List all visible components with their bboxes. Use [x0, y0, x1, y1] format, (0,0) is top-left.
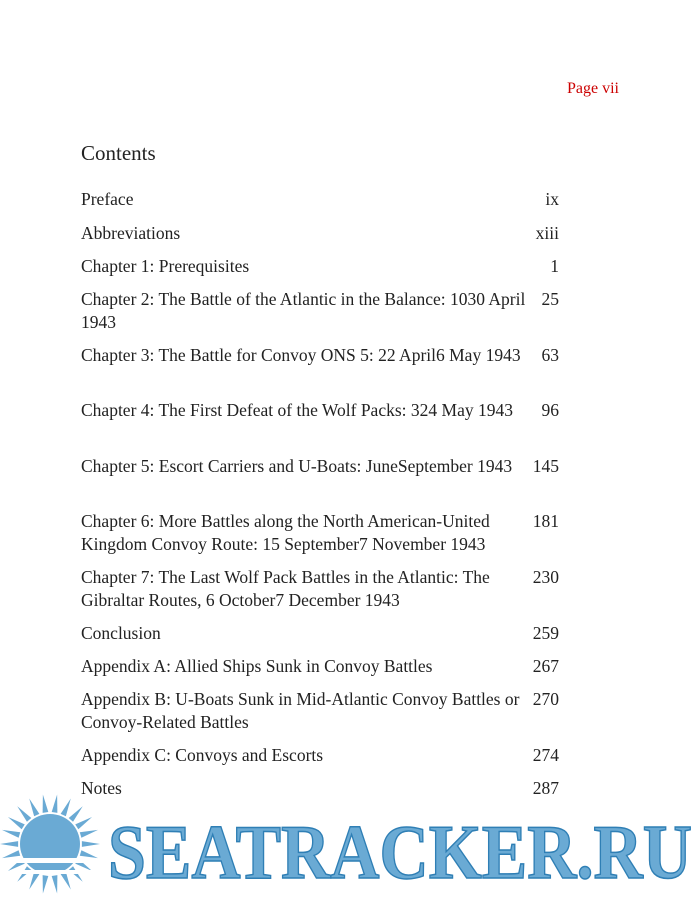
toc-entry-label: Chapter 7: The Last Wolf Pack Battles in the Atlantic: The Gibraltar Routes, 6 October7 December 1943 — [81, 567, 490, 610]
sun-ray — [2, 830, 20, 838]
toc-entry-page: 287 — [532, 778, 559, 798]
toc-entry-label: Appendix C: Convoys and Escorts — [81, 745, 324, 765]
sun-ray — [69, 806, 83, 822]
sun-ray — [52, 875, 58, 893]
sun-ray — [43, 795, 49, 813]
sun-ray — [75, 817, 92, 829]
toc-entry[interactable] — [81, 510, 559, 555]
toc-entry-page: 145 — [532, 456, 559, 476]
toc-entry[interactable] — [81, 744, 559, 767]
toc-entry-page: 96 — [541, 400, 559, 420]
toc-entry[interactable] — [81, 455, 559, 478]
toc-entry[interactable] — [81, 688, 559, 733]
toc-entry[interactable] — [81, 622, 559, 645]
sun-ray — [43, 875, 49, 893]
sun-ray — [29, 872, 39, 890]
toc-entry-label: Chapter 6: More Battles along the North American-United Kingdom Convoy Route: 15 September7 November 1943 — [81, 511, 490, 554]
toc-entry-page: ix — [545, 189, 559, 209]
toc-entry-label: Chapter 1: Prerequisites — [81, 256, 250, 276]
toc-entry-label: Chapter 5: Escort Carriers and U-Boats: JuneSeptember 1943 — [81, 456, 513, 476]
toc-entry-page: 274 — [532, 745, 559, 765]
toc-entry-label: Preface — [81, 189, 134, 209]
toc-entry[interactable] — [81, 255, 559, 278]
contents-title: Contents — [81, 141, 156, 165]
toc-entry-page: 270 — [532, 689, 559, 709]
toc-entry-label: Chapter 3: The Battle for Convoy ONS 5: 22 April6 May 1943 — [81, 345, 521, 365]
toc-entry[interactable] — [81, 288, 559, 333]
sun-ray — [0, 841, 18, 847]
toc-entry-page: xiii — [535, 223, 559, 243]
sun-ray — [61, 872, 71, 890]
sun-ray — [29, 799, 39, 817]
toc-entry[interactable] — [81, 566, 559, 611]
sun-logo-icon — [0, 795, 100, 894]
toc-entry-label: Notes — [81, 778, 122, 798]
toc-entry-page: 25 — [541, 289, 559, 309]
toc-entry-page: 181 — [532, 511, 559, 531]
toc-entry[interactable] — [81, 344, 559, 367]
toc-entry-label: Appendix A: Allied Ships Sunk in Convoy Battles — [81, 656, 433, 676]
toc-entry[interactable] — [81, 655, 559, 678]
sun-ray — [82, 841, 100, 847]
toc-entry-page: 259 — [532, 623, 559, 643]
sun-ray — [8, 817, 25, 829]
toc-entry[interactable] — [81, 188, 559, 211]
sun-ray — [80, 830, 98, 838]
toc-entry-label: Chapter 2: The Battle of the Atlantic in the Balance: 1030 April 1943 — [81, 289, 526, 332]
toc-entry-label: Conclusion — [81, 623, 161, 643]
sun-ray — [61, 799, 71, 817]
page-number: Page vii — [567, 80, 619, 97]
watermark-text: SEATRACKER.RU — [108, 809, 692, 895]
toc-entry-page: 267 — [532, 656, 559, 676]
sun-ray — [80, 850, 98, 858]
sun-ray — [52, 795, 58, 813]
toc-entry-label: Abbreviations — [81, 223, 181, 243]
toc-entry[interactable] — [81, 222, 559, 245]
sun-ray — [17, 806, 31, 822]
toc-entry-page: 63 — [541, 345, 559, 365]
sun-ray — [2, 850, 20, 858]
toc-entry-label: Appendix B: U-Boats Sunk in Mid-Atlantic Convoy Battles or Convoy-Related Battles — [81, 689, 520, 732]
toc-entry-label: Chapter 4: The First Defeat of the Wolf Packs: 324 May 1943 — [81, 400, 513, 420]
toc-entry-page: 1 — [550, 256, 559, 276]
toc-entry-page: 230 — [532, 567, 559, 587]
toc-entry[interactable] — [81, 399, 559, 422]
seatracker-watermark — [0, 792, 698, 899]
